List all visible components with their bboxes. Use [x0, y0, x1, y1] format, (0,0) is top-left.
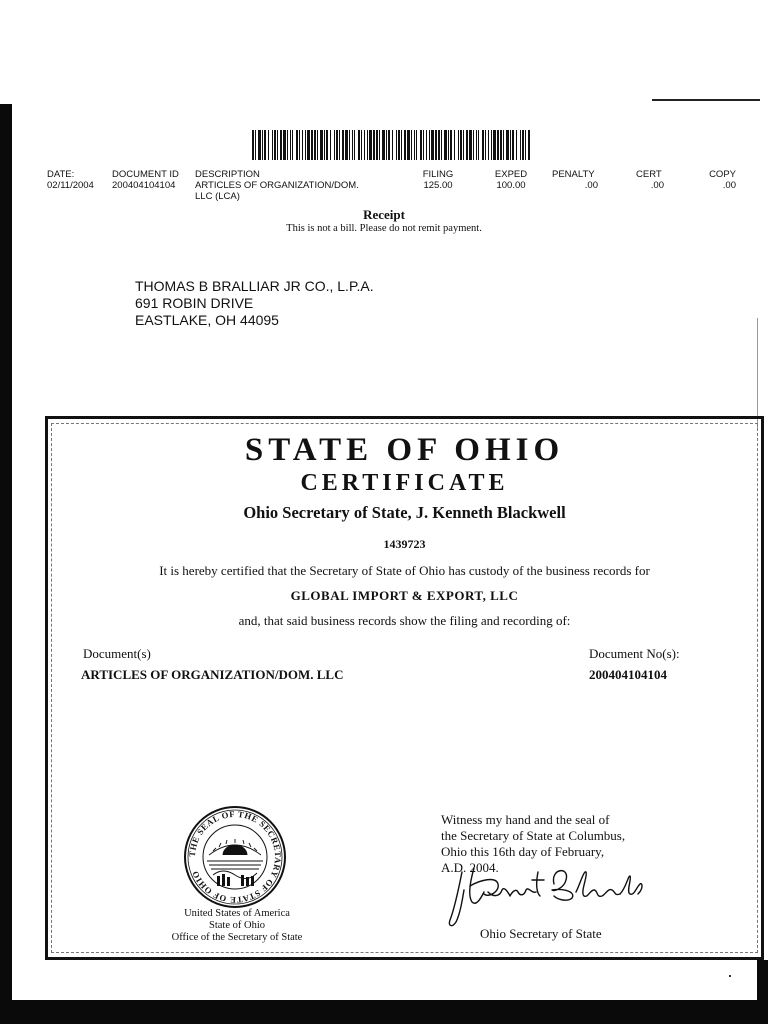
barcode-bar: [401, 130, 402, 160]
barcode-bar: [382, 130, 385, 160]
secretary-name: Ohio Secretary of State, J. Kenneth Blackwell: [243, 503, 566, 522]
witness-line3-text: Ohio this 16th day of February,: [441, 844, 605, 859]
barcode-bar: [438, 130, 440, 160]
barcode-bar: [354, 130, 355, 160]
certificate-title: CERTIFICATE: [300, 470, 509, 496]
barcode-bar: [485, 130, 486, 160]
barcode-bar: [450, 130, 452, 160]
barcode-bar: [352, 130, 353, 160]
barcode-bar: [264, 130, 266, 160]
barcode-bar: [334, 130, 335, 160]
barcode-bar: [314, 130, 316, 160]
barcode-bar: [516, 130, 517, 160]
document-numbers-value: 200404104104: [589, 667, 667, 682]
barcode-bar: [386, 130, 387, 160]
barcode-bar: [272, 130, 273, 160]
barcode-bar: [342, 130, 344, 160]
barcode-bar: [320, 130, 323, 160]
barcode-bar: [307, 130, 310, 160]
barcode-bar: [506, 130, 509, 160]
barcode-bar: [441, 130, 442, 160]
barcode-bar: [503, 130, 504, 160]
header-filing: FILING: [422, 169, 454, 180]
barcode-bar: [330, 130, 331, 160]
documents-value: ARTICLES OF ORGANIZATION/DOM. LLC: [81, 667, 344, 682]
barcode-bar: [283, 130, 286, 160]
receipt-note: This is not a bill. Please do not remit payment.: [286, 223, 482, 234]
address-line2: 691 ROBIN DRIVE: [135, 295, 254, 311]
barcode-bar: [280, 130, 282, 160]
barcode-bar: [262, 130, 263, 160]
barcode-bar: [493, 130, 496, 160]
receipt-col-filing: [418, 169, 458, 191]
barcode-bar: [277, 130, 278, 160]
barcode-bar: [429, 130, 430, 160]
barcode-bar: [296, 130, 298, 160]
barcode-bar: [317, 130, 318, 160]
header-exped: EXPED: [494, 169, 528, 180]
witness-line2: [441, 828, 659, 844]
witness-line2-text: the Secretary of State at Columbus,: [441, 828, 626, 843]
barcode-bar: [392, 130, 393, 160]
barcode-bar: [305, 130, 306, 160]
receipt-col-exped: [491, 169, 531, 191]
barcode-bar: [420, 130, 422, 160]
charter-number: 1439723: [383, 537, 426, 551]
receipt-title: Receipt: [363, 207, 405, 222]
barcode-bar: [528, 130, 530, 160]
barcode-bar: [290, 130, 291, 160]
barcode-bar: [396, 130, 397, 160]
certify-text: It is hereby certified that the Secretary of State of Ohio has custody of the business records for: [159, 563, 650, 578]
witness-line4: A.D. 2004.: [441, 860, 499, 875]
barcode-bar: [311, 130, 313, 160]
witness-line3: [441, 844, 659, 860]
barcode-bar: [448, 130, 449, 160]
receipt-col-description: [195, 169, 359, 202]
signature-title: Ohio Secretary of State: [480, 926, 602, 941]
barcode-bar: [522, 130, 524, 160]
barcode-bar: [404, 130, 406, 160]
value-copy: .00: [722, 180, 736, 191]
barcode-bar: [361, 130, 362, 160]
barcode-bar: [482, 130, 484, 160]
header-penalty: PENALTY: [552, 169, 595, 180]
barcode-bar: [255, 130, 256, 160]
barcode-bar: [491, 130, 492, 160]
barcode-bar: [478, 130, 479, 160]
barcode-bar: [444, 130, 447, 160]
value-description-line1: ARTICLES OF ORGANIZATION/DOM.: [195, 180, 359, 191]
barcode-bar: [379, 130, 380, 160]
barcode-bar: [497, 130, 499, 160]
witness-line1-text: Witness my hand and the seal of: [441, 812, 610, 827]
scan-edge-left: [0, 104, 12, 1024]
value-date: 02/11/2004: [47, 180, 94, 191]
value-cert: .00: [650, 180, 664, 191]
filing-text: and, that said business records show the filing and recording of:: [238, 613, 571, 628]
state-title: STATE OF OHIO: [244, 432, 565, 468]
entity-name: GLOBAL IMPORT & EXPORT, LLC: [290, 588, 519, 603]
barcode-bar: [525, 130, 526, 160]
header-cert: CERT: [636, 169, 662, 180]
barcode-bar: [326, 130, 328, 160]
receipt-col-date: [47, 169, 94, 191]
barcode-bar: [414, 130, 415, 160]
barcode-bar: [292, 130, 293, 160]
barcode-bar: [466, 130, 468, 160]
svg-text:THE SEAL OF THE SECRETARY OF S: [187, 809, 283, 905]
signature-icon: [440, 862, 650, 934]
seal-caption-line3: Office of the Secretary of State: [171, 932, 303, 943]
header-document-id: DOCUMENT ID: [112, 169, 179, 180]
barcode-bar: [349, 130, 350, 160]
barcode-bar: [358, 130, 360, 160]
state-seal-icon: [183, 805, 287, 909]
address-line1: THOMAS B BRALLIAR JR CO., L.P.A.: [135, 278, 374, 294]
barcode-bar: [454, 130, 455, 160]
seal-caption: [150, 908, 324, 944]
barcode-bar: [411, 130, 412, 160]
value-exped: 100.00: [496, 180, 526, 191]
receipt-col-penalty: [552, 169, 598, 191]
barcode-bar: [376, 130, 378, 160]
barcode-bar: [476, 130, 477, 160]
barcode-bar: [367, 130, 368, 160]
scan-edge-bottom: [0, 1000, 768, 1024]
mailing-address: [135, 278, 374, 329]
barcode-bar: [373, 130, 375, 160]
document-numbers-label: Document No(s):: [589, 646, 680, 661]
barcode-bar: [274, 130, 276, 160]
value-description-line2: LLC (LCA): [195, 191, 240, 202]
barcode-bar: [463, 130, 464, 160]
value-penalty: .00: [584, 180, 598, 191]
witness-line1: [441, 812, 659, 828]
address-line3: EASTLAKE, OH 44095: [135, 312, 279, 328]
barcode-bar: [302, 130, 303, 160]
seal-caption-line2: State of Ohio: [209, 920, 265, 931]
scan-stray-line: [757, 318, 758, 428]
barcode-bar: [488, 130, 489, 160]
header-copy: COPY: [709, 169, 736, 180]
header-description: DESCRIPTION: [195, 169, 260, 180]
barcode-bar: [431, 130, 434, 160]
seal-ring-text: THE SEAL OF THE SECRETARY OF STATE OF OHIO: [186, 808, 284, 906]
barcode-bar: [473, 130, 474, 160]
barcode-bar: [423, 130, 424, 160]
barcode-bar: [500, 130, 502, 160]
barcode-bar: [258, 130, 261, 160]
scan-edge-right: [757, 960, 768, 1024]
barcode-bar: [336, 130, 338, 160]
barcode-bar: [426, 130, 427, 160]
barcode-bar: [299, 130, 300, 160]
barcode-bar: [416, 130, 417, 160]
barcode-bar: [460, 130, 462, 160]
documents-label: Document(s): [83, 646, 151, 661]
barcode-bar: [388, 130, 390, 160]
barcode-bar: [364, 130, 365, 160]
barcode-bar: [339, 130, 340, 160]
barcode-bar: [398, 130, 400, 160]
receipt-col-copy: [706, 169, 736, 191]
barcode-bar: [520, 130, 521, 160]
seal-caption-line1: United States of America: [184, 908, 290, 919]
barcode-bar: [469, 130, 472, 160]
barcode-bar: [268, 130, 269, 160]
barcode-bar: [510, 130, 511, 160]
scan-dot: [729, 975, 731, 977]
receipt-col-document-id: [112, 169, 179, 191]
barcode-bar: [435, 130, 437, 160]
barcode-bar: [324, 130, 325, 160]
value-document-id: 200404104104: [112, 180, 176, 191]
barcode-bar: [458, 130, 459, 160]
barcode-bar: [407, 130, 410, 160]
receipt-col-cert: [636, 169, 664, 191]
header-date: DATE:: [47, 169, 75, 180]
barcode-bar: [369, 130, 372, 160]
barcode-bar: [345, 130, 348, 160]
barcode-bar: [512, 130, 514, 160]
barcode-bar: [252, 130, 254, 160]
scan-mark-top: [652, 99, 760, 101]
barcode-bar: [287, 130, 288, 160]
value-filing: 125.00: [423, 180, 453, 191]
barcode-icon: [252, 130, 530, 160]
